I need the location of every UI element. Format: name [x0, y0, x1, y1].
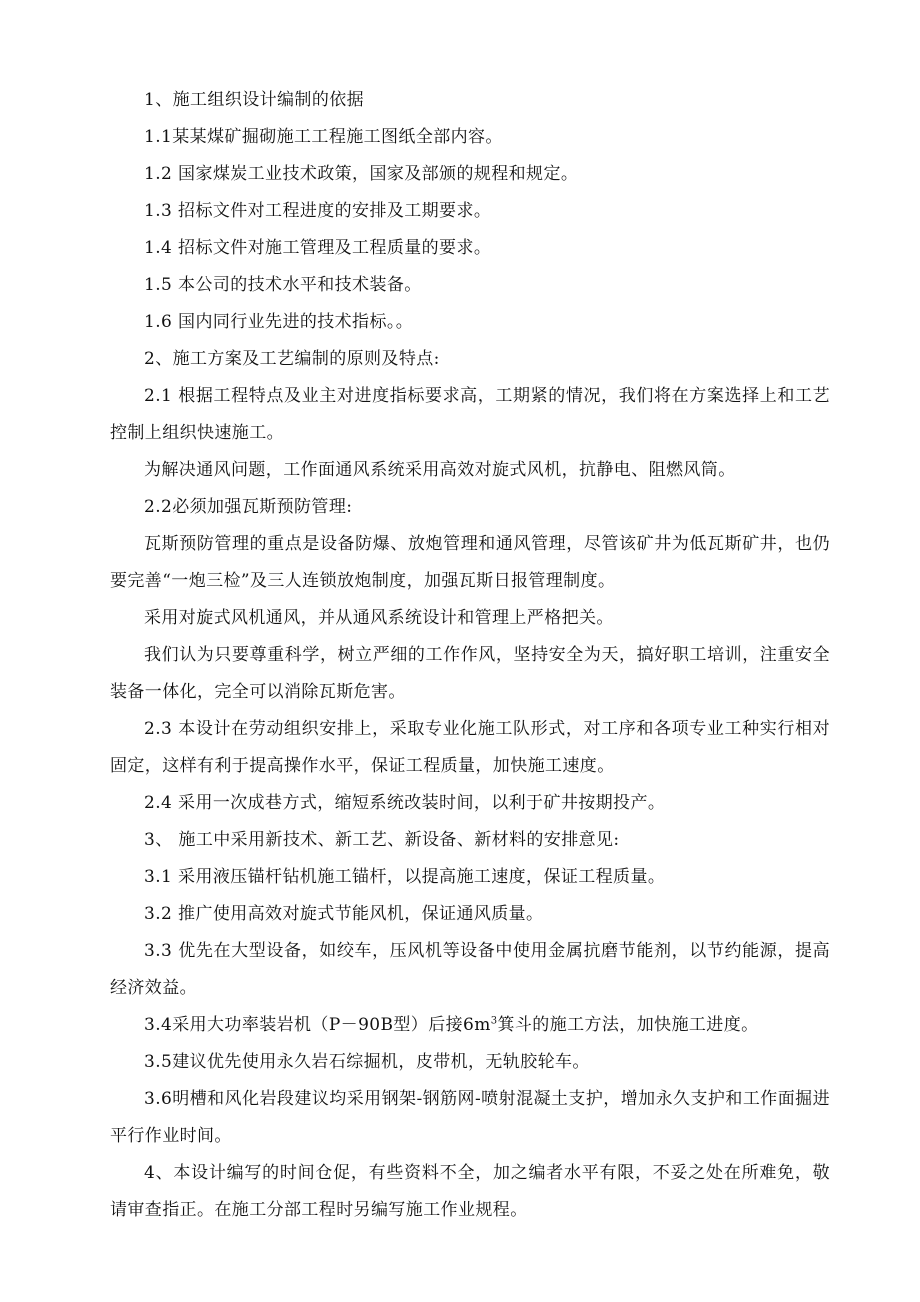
item-3-3: 3.3 优先在大型设备，如绞车，压风机等设备中使用金属抗磨节能剂，以节约能源，提高经济效益。 — [110, 941, 830, 998]
item-3-4 — [110, 1007, 830, 1044]
safety-paragraph: 我们认为只要尊重科学，树立严细的工作作风，坚持安全为天，搞好职工培训，注重安全装备一体化，完全可以消除瓦斯危害。 — [110, 645, 830, 702]
fan-ventilation-paragraph: 采用对旋式风机通风，并从通风系统设计和管理上严格把关。 — [144, 608, 614, 628]
item-2-3: 2.3 本设计在劳动组织安排上，采取专业化施工队形式，对工序和各项专业工种实行相对固定，这样有利于提高操作水平，保证工程质量，加快施工速度。 — [110, 719, 830, 776]
closing-note: 4、本设计编写的时间仓促，有些资料不全，加之编者水平有限，不妥之处在所难免，敬请审查指正。在施工分部工程时另编写施工作业规程。 — [110, 1163, 830, 1220]
item-3-4-superscript: 3 — [490, 1015, 498, 1027]
item-2-4: 2.4 采用一次成巷方式，缩短系统改装时间，以利于矿井按期投产。 — [144, 793, 666, 813]
item-2-1: 2.1 根据工程特点及业主对进度指标要求高，工期紧的情况，我们将在方案选择上和工艺控制上组织快速施工。 — [110, 386, 830, 443]
item-3-6: 3.6明槽和风化岩段建议均采用钢架-钢筋网-喷射混凝土支护，增加永久支护和工作面掘进平行作业时间。 — [110, 1089, 830, 1146]
item-1-5: 1.5 本公司的技术水平和技术装备。 — [144, 275, 422, 295]
item-1-1: 1.1某某煤矿掘砌施工工程施工图纸全部内容。 — [144, 127, 503, 147]
item-1-4: 1.4 招标文件对施工管理及工程质量的要求。 — [144, 238, 492, 258]
item-3-2: 3.2 推广使用高效对旋式节能风机，保证通风质量。 — [144, 904, 544, 924]
item-3-5: 3.5建议优先使用永久岩石综掘机，皮带机，无轨胶轮车。 — [144, 1052, 590, 1072]
gas-prevention-paragraph: 瓦斯预防管理的重点是设备防爆、放炮管理和通风管理，尽管该矿井为低瓦斯矿井，也仍要完善“一炮三检”及三人连锁放炮制度，加强瓦斯日报管理制度。 — [110, 534, 830, 591]
item-1-6: 1.6 国内同行业先进的技术指标。。 — [144, 312, 414, 332]
item-1-2: 1.2 国家煤炭工业技术政策，国家及部颁的规程和规定。 — [144, 164, 579, 184]
item-3-4-before: 3.4采用大功率装岩机（P－90B型）后接6m — [144, 1015, 491, 1035]
item-2-2: 2.2必须加强瓦斯预防管理: — [144, 497, 353, 517]
item-3-1: 3.1 采用液压锚杆钻机施工锚杆，以提高施工速度，保证工程质量。 — [144, 867, 666, 887]
document-body — [110, 82, 830, 1229]
heading-principles: 2、施工方案及工艺编制的原则及特点: — [144, 349, 440, 369]
item-3-4-after: 箕斗的施工方法，加快施工进度。 — [497, 1015, 759, 1035]
heading-basis: 1、施工组织设计编制的依据 — [144, 90, 365, 110]
item-1-3: 1.3 招标文件对工程进度的安排及工期要求。 — [144, 201, 492, 221]
ventilation-paragraph: 为解决通风问题，工作面通风系统采用高效对旋式风机，抗静电、阻燃风筒。 — [144, 460, 736, 480]
heading-new-technology: 3、 施工中采用新技术、新工艺、新设备、新材料的安排意见: — [144, 830, 620, 850]
